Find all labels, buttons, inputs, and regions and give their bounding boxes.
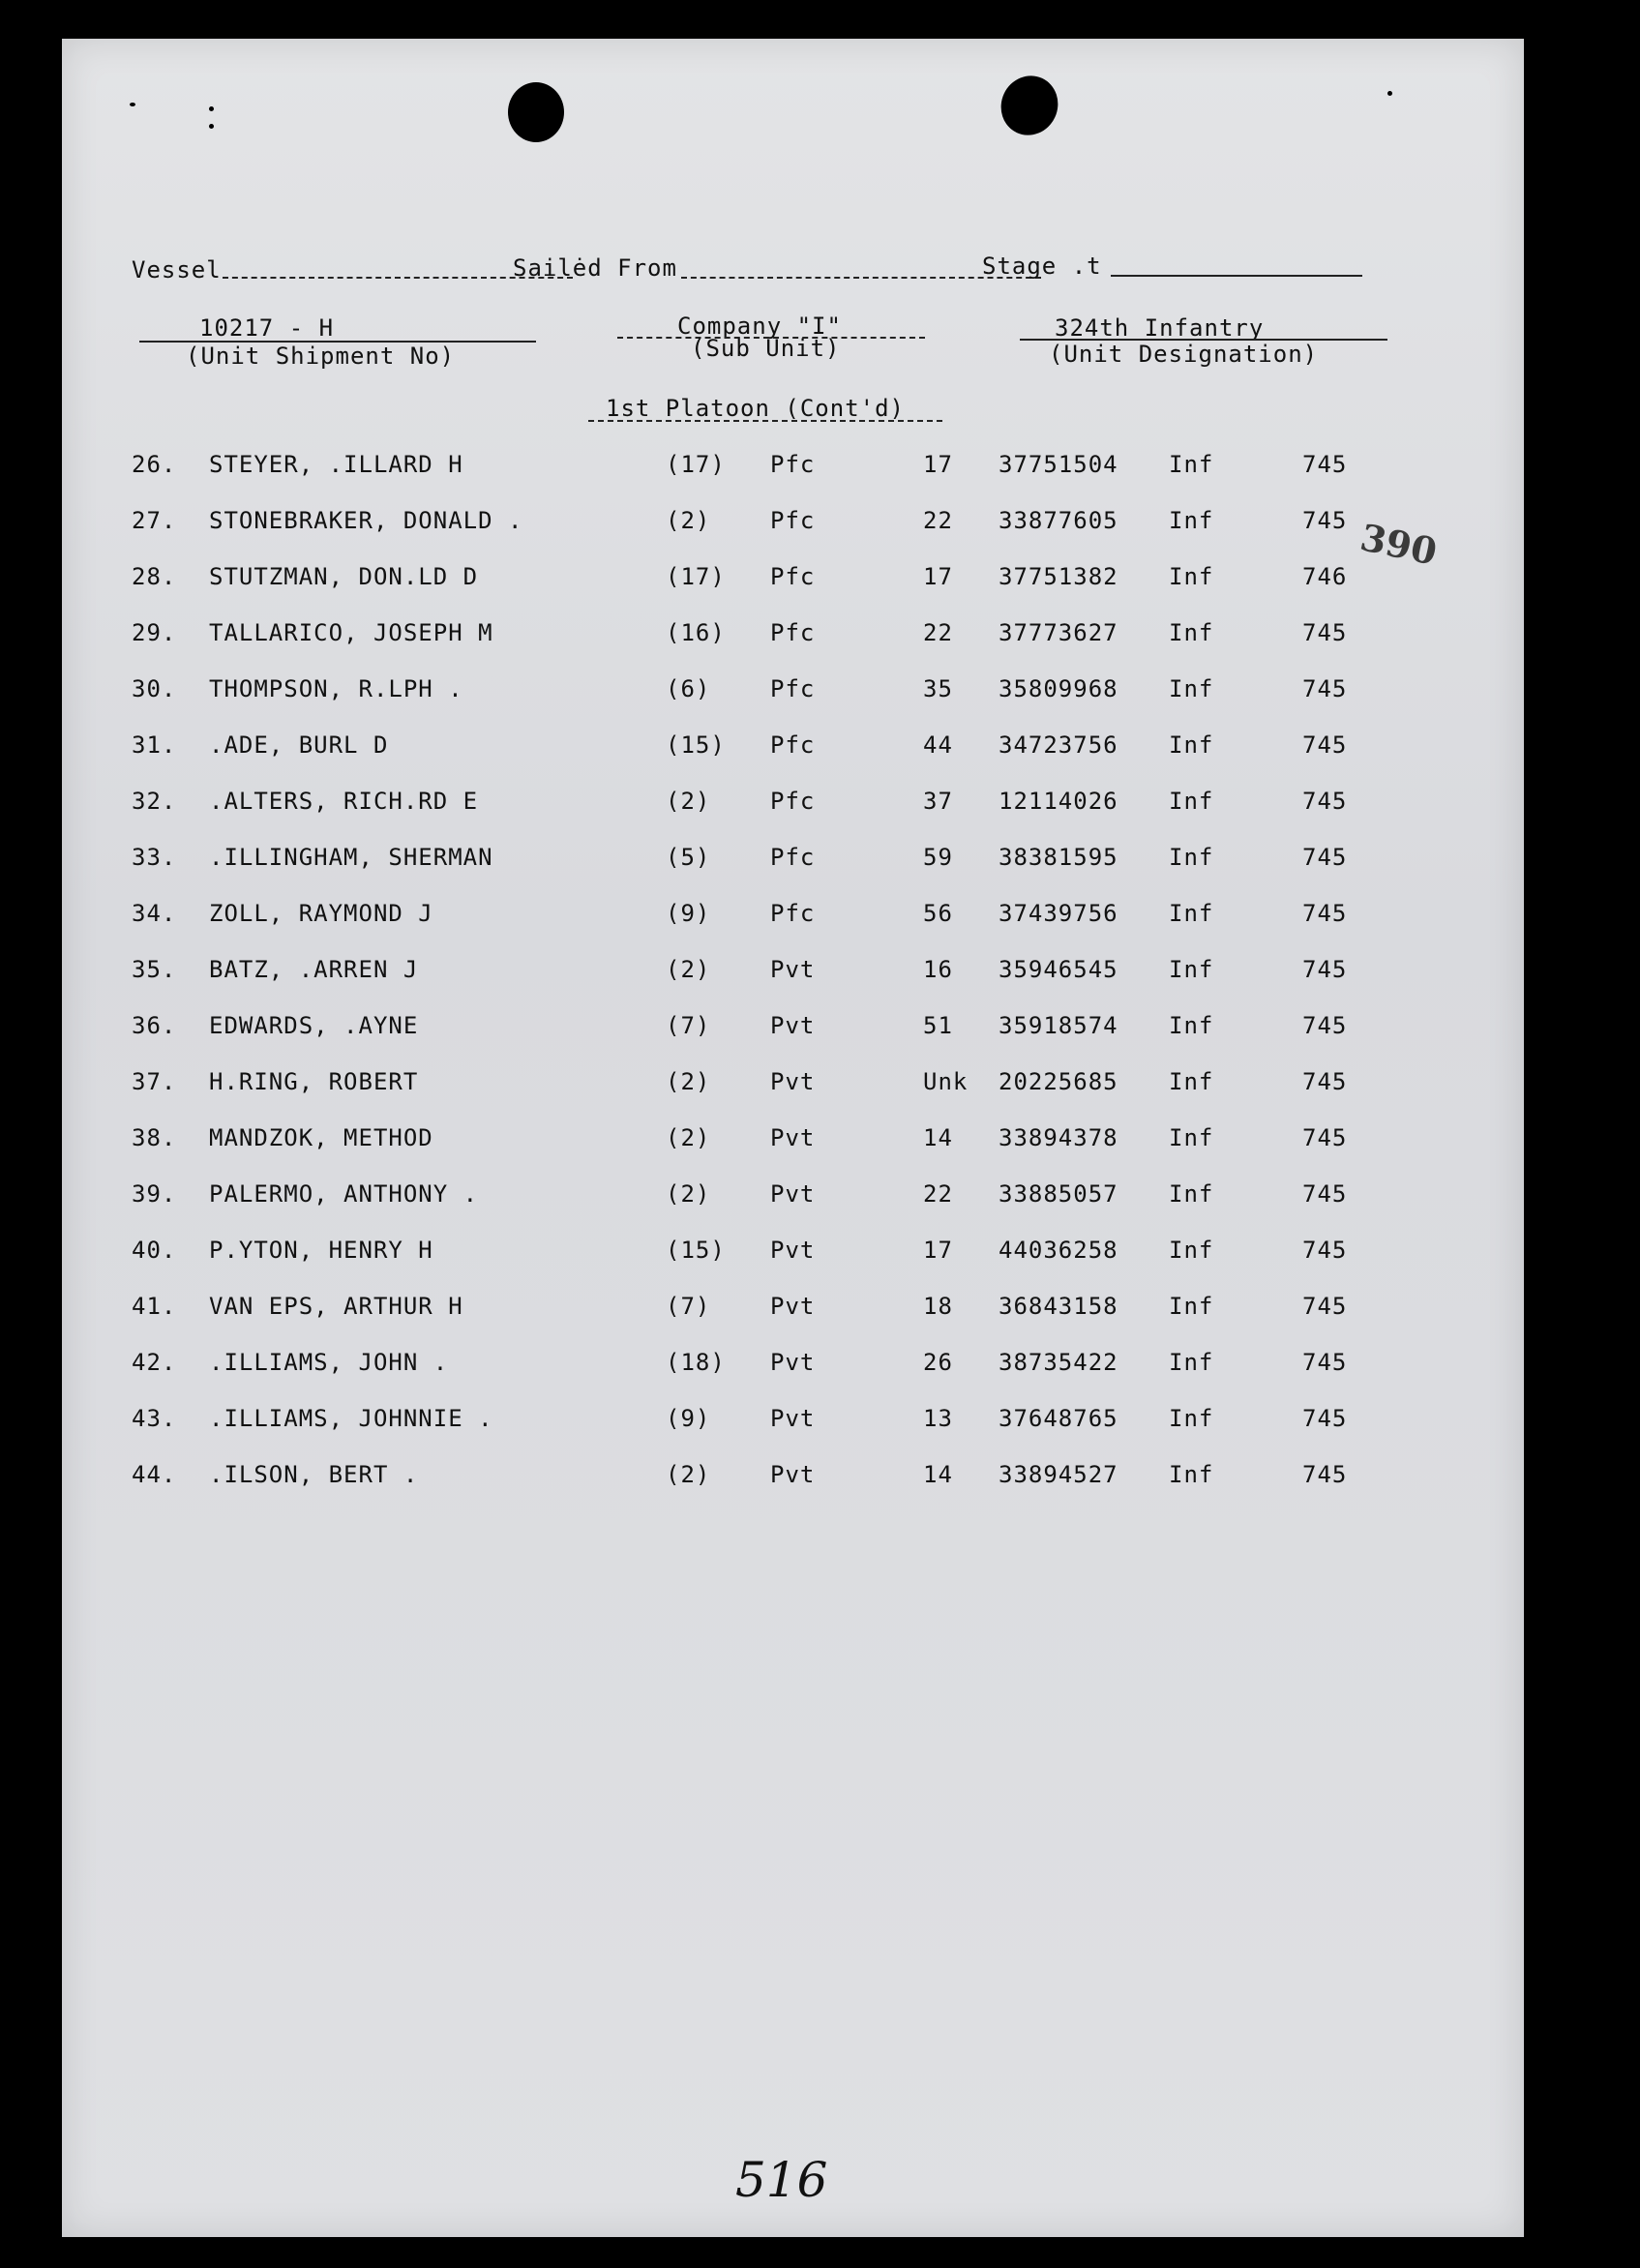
code: 745	[1302, 900, 1348, 927]
code: 745	[1302, 507, 1348, 534]
serial-number: 12114026	[999, 788, 1118, 815]
paren-code: (15)	[666, 731, 726, 759]
table-row	[62, 900, 1524, 939]
table-row	[62, 1293, 1524, 1331]
row-number: 31.	[132, 731, 177, 759]
speck	[130, 103, 135, 106]
punch-hole-right	[992, 67, 1068, 145]
rank: Pfc	[770, 563, 816, 590]
paren-code: (2)	[666, 788, 711, 815]
serial-number: 33894378	[999, 1124, 1118, 1151]
table-row	[62, 451, 1524, 490]
age: 14	[923, 1461, 953, 1488]
table-row	[62, 844, 1524, 882]
soldier-name: THOMPSON, R.LPH .	[209, 675, 463, 702]
paren-code: (2)	[666, 956, 711, 983]
row-number: 40.	[132, 1237, 177, 1264]
sub-unit-caption: (Sub Unit)	[691, 335, 841, 362]
branch: Inf	[1169, 844, 1214, 871]
branch: Inf	[1169, 1293, 1214, 1320]
soldier-name: VAN EPS, ARTHUR H	[209, 1293, 463, 1320]
code: 745	[1302, 675, 1348, 702]
vessel-label: Vessel	[132, 256, 222, 284]
staged-at-blank	[1111, 275, 1362, 277]
age: 14	[923, 1124, 953, 1151]
paren-code: (2)	[666, 507, 711, 534]
serial-number: 35918574	[999, 1012, 1118, 1039]
table-row	[62, 788, 1524, 826]
soldier-name: .ILLINGHAM, SHERMAN	[209, 844, 493, 871]
soldier-name: BATZ, .ARREN J	[209, 956, 419, 983]
row-number: 38.	[132, 1124, 177, 1151]
branch: Inf	[1169, 900, 1214, 927]
serial-number: 20225685	[999, 1068, 1118, 1095]
code: 745	[1302, 844, 1348, 871]
unit-designation: 324th Infantry	[1055, 314, 1265, 342]
rank: Pvt	[770, 956, 816, 983]
branch: Inf	[1169, 1124, 1214, 1151]
row-number: 39.	[132, 1180, 177, 1208]
branch: Inf	[1169, 619, 1214, 646]
rank: Pfc	[770, 675, 816, 702]
code: 745	[1302, 451, 1348, 478]
code: 745	[1302, 1405, 1348, 1432]
handwritten-number: 516	[735, 2152, 828, 2208]
paren-code: (6)	[666, 675, 711, 702]
serial-number: 34723756	[999, 731, 1118, 759]
code: 745	[1302, 1012, 1348, 1039]
table-row	[62, 563, 1524, 602]
branch: Inf	[1169, 1237, 1214, 1264]
serial-number: 38735422	[999, 1349, 1118, 1376]
age: Unk	[923, 1068, 969, 1095]
table-row	[62, 1124, 1524, 1163]
paren-code: (5)	[666, 844, 711, 871]
row-number: 41.	[132, 1293, 177, 1320]
age: 22	[923, 507, 953, 534]
section-title: 1st Platoon (Cont'd)	[606, 395, 905, 422]
serial-number: 33877605	[999, 507, 1118, 534]
soldier-name: TALLARICO, JOSEPH M	[209, 619, 493, 646]
age: 17	[923, 1237, 953, 1264]
soldier-name: .ILSON, BERT .	[209, 1461, 419, 1488]
rank: Pvt	[770, 1405, 816, 1432]
code: 745	[1302, 731, 1348, 759]
paren-code: (17)	[666, 451, 726, 478]
rank: Pfc	[770, 788, 816, 815]
row-number: 30.	[132, 675, 177, 702]
soldier-name: H.RING, ROBERT	[209, 1068, 419, 1095]
code: 745	[1302, 1293, 1348, 1320]
speck	[209, 124, 214, 129]
rank: Pvt	[770, 1012, 816, 1039]
branch: Inf	[1169, 1180, 1214, 1208]
soldier-name: P.YTON, HENRY H	[209, 1237, 433, 1264]
soldier-name: .ADE, BURL D	[209, 731, 389, 759]
age: 22	[923, 1180, 953, 1208]
paren-code: (2)	[666, 1068, 711, 1095]
paren-code: (18)	[666, 1349, 726, 1376]
serial-number: 37751382	[999, 563, 1118, 590]
soldier-name: ZOLL, RAYMOND J	[209, 900, 433, 927]
serial-number: 35809968	[999, 675, 1118, 702]
table-row	[62, 619, 1524, 658]
code: 745	[1302, 619, 1348, 646]
serial-number: 37648765	[999, 1405, 1118, 1432]
unit-designation-caption: (Unit Designation)	[1049, 341, 1319, 368]
rank: Pfc	[770, 844, 816, 871]
unit-shipment-caption: (Unit Shipment No)	[186, 343, 456, 370]
document-page	[62, 39, 1524, 2237]
punch-hole-left	[508, 82, 564, 142]
row-number: 26.	[132, 451, 177, 478]
serial-number: 37751504	[999, 451, 1118, 478]
soldier-name: .ILLIAMS, JOHN .	[209, 1349, 449, 1376]
row-number: 42.	[132, 1349, 177, 1376]
stamped-page-number: 390	[1357, 515, 1442, 574]
rank: Pfc	[770, 619, 816, 646]
unit-shipment-no: 10217 - H	[199, 314, 335, 342]
age: 26	[923, 1349, 953, 1376]
speck	[209, 106, 214, 111]
table-row	[62, 675, 1524, 714]
code: 745	[1302, 1237, 1348, 1264]
section-title-rule	[588, 420, 942, 422]
age: 18	[923, 1293, 953, 1320]
soldier-name: .ALTERS, RICH.RD E	[209, 788, 479, 815]
table-row	[62, 1180, 1524, 1219]
rank: Pfc	[770, 451, 816, 478]
code: 745	[1302, 1461, 1348, 1488]
row-number: 37.	[132, 1068, 177, 1095]
table-row	[62, 1237, 1524, 1275]
serial-number: 33894527	[999, 1461, 1118, 1488]
branch: Inf	[1169, 1461, 1214, 1488]
age: 16	[923, 956, 953, 983]
branch: Inf	[1169, 451, 1214, 478]
serial-number: 38381595	[999, 844, 1118, 871]
sailed-from-label: Sailėd From	[513, 254, 677, 282]
age: 51	[923, 1012, 953, 1039]
branch: Inf	[1169, 1405, 1214, 1432]
age: 44	[923, 731, 953, 759]
soldier-name: .ILLIAMS, JOHNNIE .	[209, 1405, 493, 1432]
paren-code: (9)	[666, 900, 711, 927]
table-row	[62, 507, 1524, 546]
age: 17	[923, 451, 953, 478]
paren-code: (9)	[666, 1405, 711, 1432]
rank: Pvt	[770, 1180, 816, 1208]
table-row	[62, 956, 1524, 995]
paren-code: (16)	[666, 619, 726, 646]
paren-code: (7)	[666, 1012, 711, 1039]
rank: Pvt	[770, 1124, 816, 1151]
age: 59	[923, 844, 953, 871]
speck	[1387, 91, 1392, 96]
branch: Inf	[1169, 1012, 1214, 1039]
code: 746	[1302, 563, 1348, 590]
soldier-name: STEYER, .ILLARD H	[209, 451, 463, 478]
row-number: 28.	[132, 563, 177, 590]
row-number: 44.	[132, 1461, 177, 1488]
rank: Pvt	[770, 1068, 816, 1095]
row-number: 35.	[132, 956, 177, 983]
table-row	[62, 1461, 1524, 1500]
rank: Pfc	[770, 507, 816, 534]
soldier-name: STUTZMAN, DON.LD D	[209, 563, 479, 590]
rank: Pvt	[770, 1293, 816, 1320]
row-number: 36.	[132, 1012, 177, 1039]
code: 745	[1302, 1124, 1348, 1151]
row-number: 34.	[132, 900, 177, 927]
table-row	[62, 1405, 1524, 1444]
branch: Inf	[1169, 1068, 1214, 1095]
table-row	[62, 1012, 1524, 1051]
row-number: 29.	[132, 619, 177, 646]
branch: Inf	[1169, 788, 1214, 815]
serial-number: 44036258	[999, 1237, 1118, 1264]
age: 37	[923, 788, 953, 815]
paren-code: (7)	[666, 1293, 711, 1320]
age: 56	[923, 900, 953, 927]
branch: Inf	[1169, 1349, 1214, 1376]
age: 22	[923, 619, 953, 646]
paren-code: (2)	[666, 1461, 711, 1488]
table-row	[62, 731, 1524, 770]
serial-number: 37773627	[999, 619, 1118, 646]
soldier-name: MANDZOK, METHOD	[209, 1124, 433, 1151]
serial-number: 37439756	[999, 900, 1118, 927]
code: 745	[1302, 956, 1348, 983]
rank: Pfc	[770, 731, 816, 759]
paren-code: (2)	[666, 1124, 711, 1151]
serial-number: 35946545	[999, 956, 1118, 983]
rank: Pfc	[770, 900, 816, 927]
rank: Pvt	[770, 1461, 816, 1488]
branch: Inf	[1169, 956, 1214, 983]
branch: Inf	[1169, 563, 1214, 590]
serial-number: 33885057	[999, 1180, 1118, 1208]
age: 17	[923, 563, 953, 590]
row-number: 33.	[132, 844, 177, 871]
code: 745	[1302, 1068, 1348, 1095]
rank: Pvt	[770, 1237, 816, 1264]
serial-number: 36843158	[999, 1293, 1118, 1320]
row-number: 43.	[132, 1405, 177, 1432]
soldier-name: PALERMO, ANTHONY .	[209, 1180, 479, 1208]
paren-code: (17)	[666, 563, 726, 590]
code: 745	[1302, 788, 1348, 815]
table-row	[62, 1349, 1524, 1388]
branch: Inf	[1169, 507, 1214, 534]
branch: Inf	[1169, 731, 1214, 759]
age: 35	[923, 675, 953, 702]
staged-at-label: Stage .t	[982, 253, 1102, 280]
sub-unit: Company "I"	[677, 313, 842, 340]
table-row	[62, 1068, 1524, 1107]
rank: Pvt	[770, 1349, 816, 1376]
paren-code: (15)	[666, 1237, 726, 1264]
row-number: 27.	[132, 507, 177, 534]
row-number: 32.	[132, 788, 177, 815]
age: 13	[923, 1405, 953, 1432]
paren-code: (2)	[666, 1180, 711, 1208]
code: 745	[1302, 1349, 1348, 1376]
soldier-name: EDWARDS, .AYNE	[209, 1012, 419, 1039]
branch: Inf	[1169, 675, 1214, 702]
soldier-name: STONEBRAKER, DONALD .	[209, 507, 523, 534]
code: 745	[1302, 1180, 1348, 1208]
